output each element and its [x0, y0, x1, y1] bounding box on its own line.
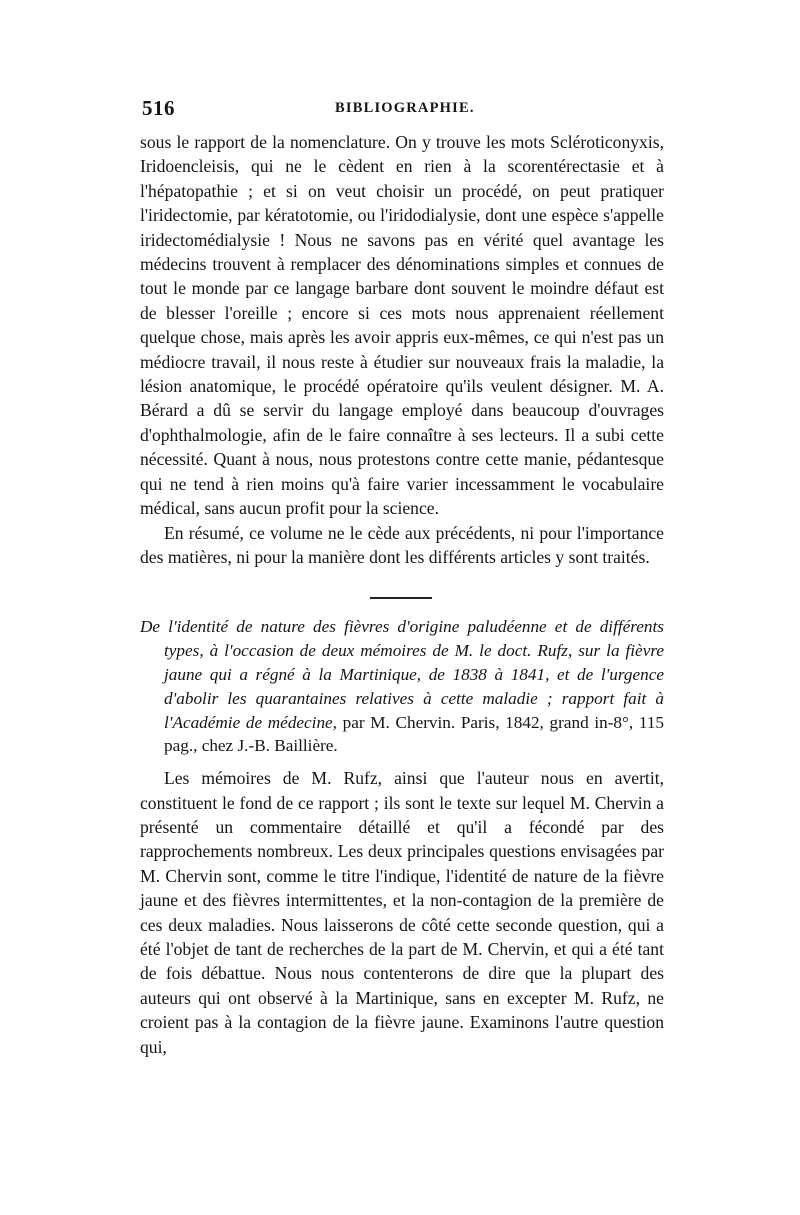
review-paragraph: sous le rapport de la nomenclature. On y trouve les mots Scléroticonyxis, Iridoencleisis, qui ne le cèdent en rien à la scorentérectasie et à l'hépatopathie ; et si on veut choisir un procédé, on peut pratiquer l'iridectomie, par kératotomie, ou l'iridodialysie, dont une espèce s'appelle iridectomédialysie ! Nous ne savons pas en vérité quel avantage les médecins trouvent à remplacer des dénominations simples et connues de tout le monde par ce langage barbare dont souvent le moindre défaut est de blesser l'oreille ; encore si ces mots nous apprenaient réellement quelque chose, mais après les avoir appris eux-mêmes, ce qui n'est pas un médiocre travail, il nous reste à étudier sur nouveaux frais la maladie, la lésion anatomique, le procédé opératoire qu'ils veulent désigner. M. A. Bérard a dû se servir du langage employé dans beaucoup d'ouvrages d'ophthalmologie, afin de le faire connaître à ses lecteurs. Il a subi cette nécessité. Quant à nous, nous protestons contre cette manie, pédantesque qui ne tend à rien moins qu'à faire varier incessamment le vocabulaire médical, sans aucun profit pour la science. — [140, 132, 664, 519]
review-section — [140, 130, 664, 569]
divider-rule — [370, 597, 432, 599]
second-review-paragraph: Les mémoires de M. Rufz, ainsi que l'auteur nous en avertit, constituent le fond de ce rapport ; ils sont le texte sur lequel M. Chervin a présenté un commentaire détaillé et qu'il a fécondé par des rapprochements nombreux. Les deux principales questions envisagées par M. Chervin sont, comme le titre l'indique, l'identité de nature de la fièvre jaune et des fièvres intermittentes, et la non-contagion de la première de ces deux maladies. Nous laisserons de côté cette seconde question, qui a été l'objet de tant de recherches de la part de M. Chervin, et qui a été tant de fois débattue. Nous nous contenterons de dire que la plupart des auteurs qui ont observé à la Martinique, sans en excepter M. Rufz, ne croient pas à la contagion de la fièvre jaune. Examinons l'autre question qui, — [140, 768, 664, 1057]
section-divider — [140, 569, 664, 615]
running-head: BIBLIOGRAPHIE. — [335, 100, 475, 116]
book-page — [140, 96, 664, 1059]
notice-title: De l'identité de nature des fièvres d'origine paludéenne et de différents types, à l'occasion de deux mémoires de M. le doct. Rufz, sur la fièvre jaune qui a régné à la Martinique, de 1838 à 1841, et de l'urgence d'abolir les quarantaines relatives à cette maladie ; rapport fait à l'Académie de médecine, — [140, 617, 664, 732]
page-number: 516 — [142, 96, 175, 120]
second-review-section — [140, 766, 664, 1059]
page-header — [140, 96, 664, 122]
notice-publication: par M. Chervin. Paris, 1842, grand in-8°, 115 pag., chez J.-B. Baillière. — [164, 712, 665, 756]
bibliographic-notice — [140, 615, 664, 758]
review-summary-paragraph: En résumé, ce volume ne le cède aux précédents, ni pour l'importance des matières, ni pour la manière dont les différents articles y sont traités. — [140, 522, 664, 567]
